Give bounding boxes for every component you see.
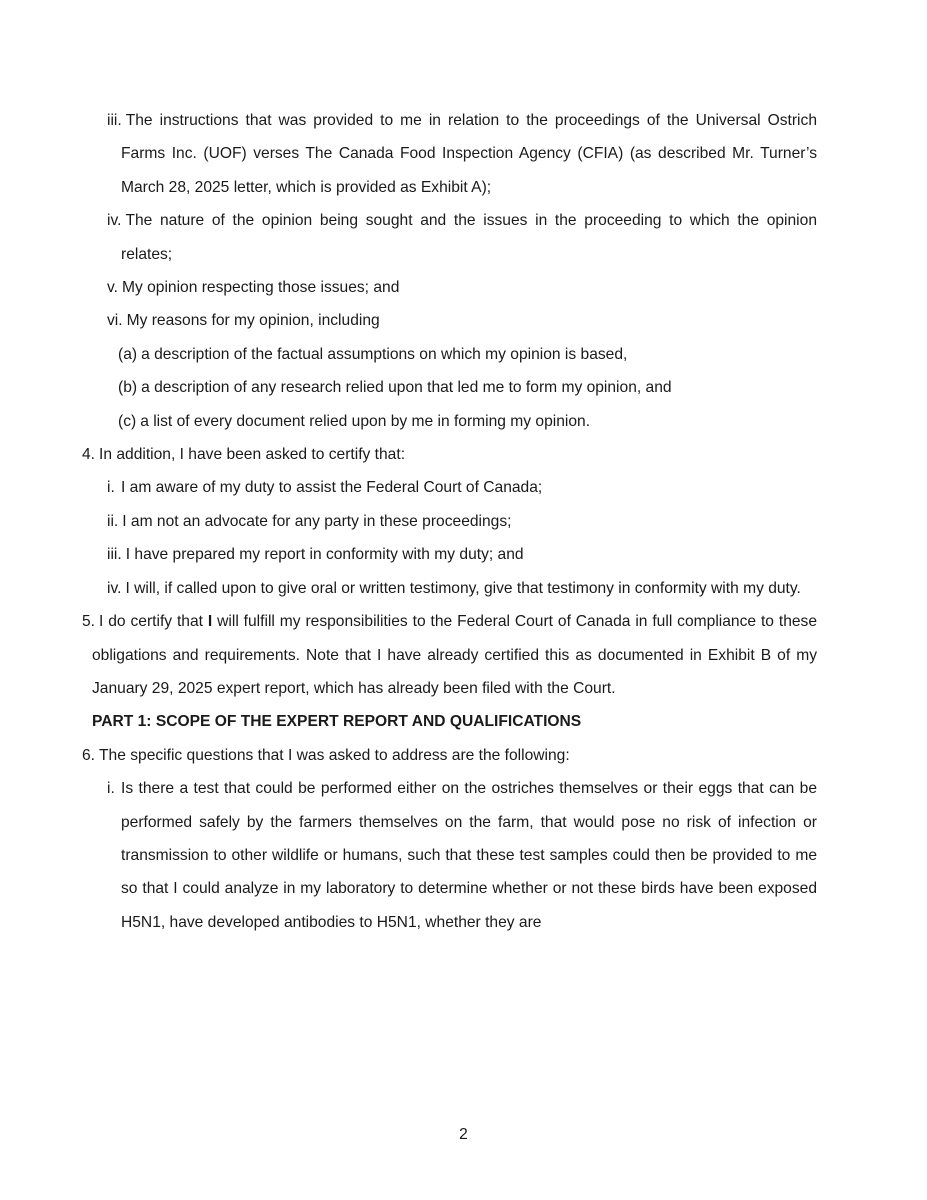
list-marker: 4. (82, 446, 96, 464)
list-marker: ii. (107, 512, 119, 530)
list-marker: iv. (107, 212, 122, 230)
list-item-c-document-list (0, 405, 927, 438)
list-item-text: Is there a test that could be performed either on the ostriches themselves or their eggs that can be performed safely by the farmers themselves on the farm, that would pose no risk of infection or transmission to other wildlife or humans, such that these test samples could then be provided to me so that I could analyze in my laboratory to determine whether or not these birds have been exposed H5N1, have developed antibodies to H5N1, whether they are (121, 780, 817, 931)
list-marker: iii. (107, 546, 122, 564)
list-item-5-certification (0, 605, 927, 705)
list-item-iv-nature-of-opinion (0, 204, 927, 271)
list-item-text: a list of every document relied upon by me in forming my opinion. (140, 412, 591, 430)
list-item-text: In addition, I have been asked to certify that: (99, 446, 406, 464)
list-marker: 6. (82, 746, 96, 764)
list-item-text-bold: I (207, 613, 213, 631)
list-marker: iii. (107, 112, 122, 129)
list-item-ii-not-an-advocate (0, 505, 927, 538)
list-item-text: My opinion respecting those issues; and (121, 279, 400, 297)
list-item-v-my-opinion (0, 271, 927, 304)
list-item-a-factual-assumptions (0, 338, 927, 371)
list-item-b-research-relied-upon (0, 371, 927, 404)
list-marker: i. (107, 780, 115, 798)
list-item-i-test-question (0, 772, 927, 939)
list-marker: (a) (118, 345, 138, 363)
list-marker: 5. (82, 613, 96, 631)
list-item-text: I am not an advocate for any party in these proceedings; (122, 512, 512, 530)
list-item-text: a description of the factual assumptions on which my opinion is based, (141, 345, 628, 363)
list-item-6-specific-questions (0, 739, 927, 772)
list-item-text: The specific questions that I was asked to address are the following: (99, 746, 570, 764)
list-item-text: The nature of the opinion being sought and the issues in the proceeding to which the opinion relates; (121, 212, 817, 263)
list-item-iii-report-conformity (0, 538, 927, 571)
list-item-text-pre: I do certify that (99, 613, 208, 631)
list-marker: iv. (107, 579, 122, 597)
list-item-text: I am aware of my duty to assist the Federal Court of Canada; (121, 479, 543, 497)
list-item-text: a description of any research relied upon that led me to form my opinion, and (141, 379, 672, 397)
list-item-text: The instructions that was provided to me in relation to the proceedings of the Universal Ostrich Farms Inc. (UOF) verses The Canada Food Inspection Agency (CFIA) (as described Mr. Turner’s March 28, 2025 letter, which is provided as Exhibit A); (121, 112, 817, 196)
list-item-vi-my-reasons (0, 304, 927, 337)
page-number: 2 (459, 1126, 468, 1143)
list-marker: (c) (118, 412, 137, 430)
list-item-text-post: will fulfill my responsibilities to the Federal Court of Canada in full compliance to these obligations and requirements. Note that I have already certified this as documented in Exhibit B of my January 29, 2025 expert report, which has already been filed with the Court. (92, 613, 818, 697)
list-marker: (b) (118, 379, 138, 397)
list-item-text: I will, if called upon to give oral or written testimony, give that testimony in conformity with my duty. (125, 579, 801, 597)
list-item-iii-instructions (0, 104, 927, 204)
list-item-iv-testimony (0, 572, 927, 605)
list-marker: v. (107, 279, 118, 297)
list-marker: vi. (107, 312, 123, 330)
part-1-heading: PART 1: SCOPE OF THE EXPERT REPORT AND QUALIFICATIONS (92, 713, 582, 731)
list-item-i-duty-to-assist (0, 471, 927, 504)
list-item-text: My reasons for my opinion, including (126, 312, 380, 330)
list-marker: i. (107, 479, 115, 497)
list-item-4-certify (0, 438, 927, 471)
list-item-text: I have prepared my report in conformity with my duty; and (125, 546, 524, 564)
